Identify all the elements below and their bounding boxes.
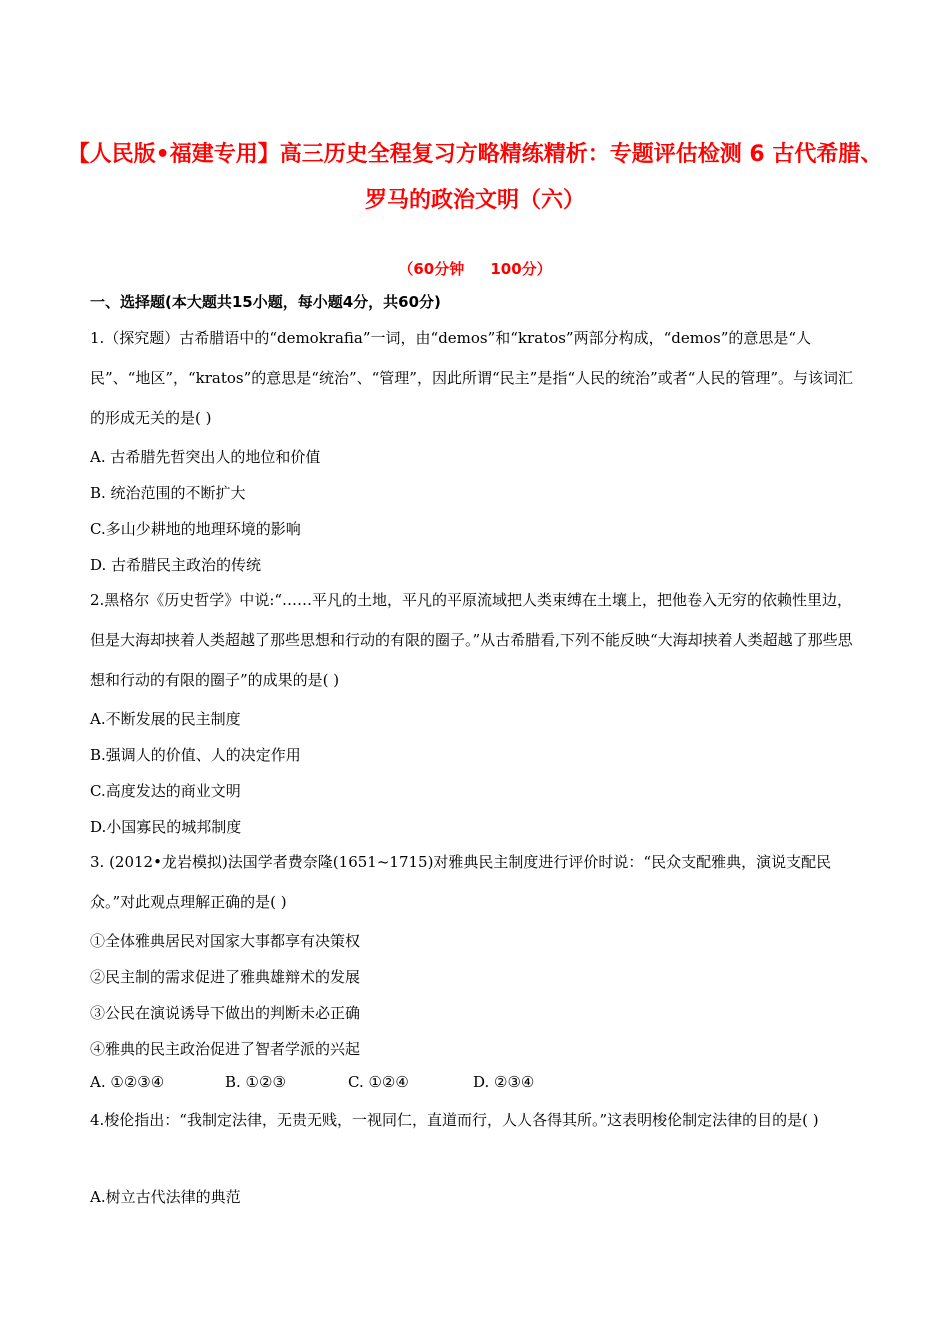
question-2-option-d: D.小国寡民的城邦制度 — [90, 818, 242, 836]
question-3-option-a: A. ①②③④ — [90, 1073, 165, 1091]
question-1-stem: 1.（探究题）古希腊语中的“demokrafia”一词，由“demos”和“kratos”两部分构成，“demos”的意思是“人民”、“地区”，“kratos”的意思是“统治”、“管理”，因此所谓“民主”是指“人民的统治”或者“人民的管理”。与该词汇的形成无关的是( ) — [90, 329, 853, 427]
question-1-option-a: A. 古希腊先哲突出人的地位和价值 — [90, 448, 321, 466]
question-3-option-b: B. ①②③ — [225, 1073, 286, 1091]
question-3-statement-3: ③公民在演说诱导下做出的判断未必正确 — [90, 1004, 361, 1022]
question-1-option-d: D. 古希腊民主政治的传统 — [90, 556, 262, 574]
question-3-option-c: C. ①②④ — [348, 1073, 409, 1091]
section-heading: 一、选择题(本大题共15小题，每小题4分，共60分) — [90, 293, 441, 311]
document-title: 【人民版•福建专用】高三历史全程复习方略精练精析：专题评估检测 6 古代希腊、罗马的政治文明（六） — [67, 142, 883, 213]
question-3-statement-4: ④雅典的民主政治促进了智者学派的兴起 — [90, 1040, 361, 1058]
question-3-option-d: D. ②③④ — [473, 1073, 535, 1091]
question-3-options — [90, 1073, 534, 1091]
question-3-statement-1: ①全体雅典居民对国家大事都享有决策权 — [90, 932, 361, 950]
question-4-option-a: A.树立古代法律的典范 — [90, 1188, 241, 1206]
question-2-stem: 2.黑格尔《历史哲学》中说:“……平凡的土地，平凡的平原流域把人类束缚在土壤上，把他卷入无穷的依赖性里边，但是大海却挟着人类超越了那些思想和行动的有限的圈子。”从古希腊看,下列不能反映“大海却挟着人类超越了那些思想和行动的有限的圈子”的成果的是( ) — [90, 591, 853, 689]
question-2-option-b: B.强调人的价值、人的决定作用 — [90, 746, 301, 764]
question-3-statement-2: ②民主制的需求促进了雅典雄辩术的发展 — [90, 968, 361, 986]
question-2-option-a: A.不断发展的民主制度 — [90, 710, 241, 728]
question-3-stem: 3. (2012•龙岩模拟)法国学者费奈隆(1651~1715)对雅典民主制度进行评价时说：“民众支配雅典，演说支配民众。”对此观点理解正确的是( ) — [90, 853, 832, 911]
question-1-option-b: B. 统治范围的不断扩大 — [90, 484, 246, 502]
question-1-option-c: C.多山少耕地的地理环境的影响 — [90, 520, 301, 538]
time-score-info: （60分钟 100分） — [398, 260, 552, 278]
question-4-stem: 4.梭伦指出：“我制定法律，无贵无贱，一视同仁，直道而行，人人各得其所。”这表明梭伦制定法律的目的是( ) — [90, 1111, 819, 1129]
question-2-option-c: C.高度发达的商业文明 — [90, 782, 241, 800]
